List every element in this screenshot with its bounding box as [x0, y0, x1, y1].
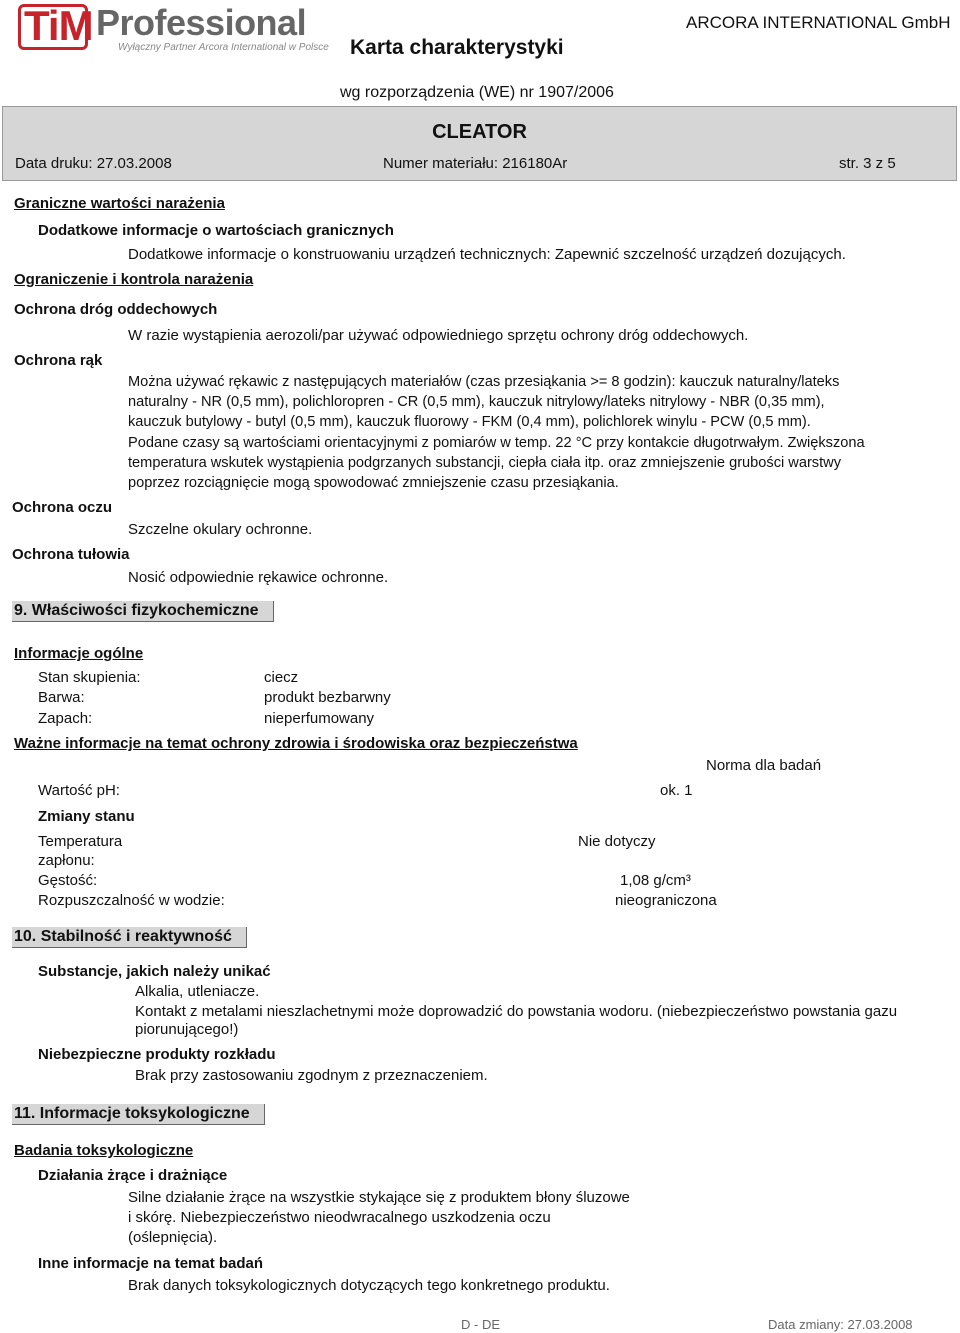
corrosive-line: (oślepnięcia).: [128, 1229, 218, 1246]
density-label: Gęstość:: [38, 872, 98, 889]
respiratory-text: W razie wystąpienia aerozoli/par używać odpowiedniego sprzętu ochrony dróg oddechowych.: [128, 327, 749, 344]
exposure-control-heading: Ograniczenie i kontrola narażenia: [14, 271, 254, 288]
decomposition-heading: Niebezpieczne produkty rozkładu: [38, 1046, 276, 1063]
eye-protection-text: Szczelne okulary ochronne.: [128, 521, 313, 538]
odor-value: nieperfumowany: [264, 710, 375, 727]
avoid-metals-text-2: piorunującego!): [135, 1021, 239, 1038]
corrosive-text: [128, 1188, 630, 1248]
eye-protection-heading: Ochrona oczu: [12, 499, 113, 516]
hand-line: naturalny - NR (0,5 mm), polichloropren - CR (0,5 mm), kauczuk nitrylowy/lateks nitrylowy - NBR (0,35 mm),: [128, 394, 825, 411]
corrosive-heading: Działania żrące i drażniące: [38, 1167, 228, 1184]
material-number: Numer materiału: 216180Ar: [383, 155, 568, 172]
product-name: CLEATOR: [432, 121, 527, 143]
other-info-heading: Inne informacje na temat badań: [38, 1255, 264, 1272]
corrosive-line: i skórę. Niebezpieczeństwo nieodwracalnego uszkodzenia oczu: [128, 1209, 551, 1226]
corrosive-line: Silne działanie żrące na wszystkie stykające się z produktem błony śluzowe: [128, 1189, 630, 1206]
flash-point-label-2: zapłonu:: [38, 852, 95, 869]
hand-line: poprzez rozciągnięcie mogą spowodować zmniejszenie czasu przesiąkania.: [128, 475, 619, 492]
hand-line: Można używać rękawic z następujących materiałów (czas przesiąkania >= 8 godzin): kauczuk naturalny/lateks: [128, 374, 840, 390]
solubility-label: Rozpuszczalność w wodzie:: [38, 892, 225, 909]
flash-point-value: Nie dotyczy: [578, 833, 656, 850]
avoid-substances-heading: Substancje, jakich należy unikać: [38, 963, 271, 980]
state-change-heading: Zmiany stanu: [38, 808, 135, 825]
company-name: ARCORA INTERNATIONAL GmbH: [686, 13, 951, 32]
footer-change-date: Data zmiany: 27.03.2008: [768, 1317, 913, 1332]
regulation-reference: wg rozporządzenia (WE) nr 1907/2006: [340, 84, 614, 101]
print-date: Data druku: 27.03.2008: [15, 155, 172, 172]
state-label: Stan skupienia:: [38, 669, 141, 686]
product-header-band: [2, 106, 957, 181]
tox-studies-heading: Badania toksykologiczne: [14, 1142, 194, 1159]
color-label: Barwa:: [38, 689, 85, 706]
additional-info-text: Dodatkowe informacje o konstruowaniu urządzeń technicznych: Zapewnić szczelność urządzeń dozujących.: [128, 246, 846, 263]
odor-label: Zapach:: [38, 710, 93, 727]
respiratory-heading: Ochrona dróg oddechowych: [14, 301, 218, 318]
solubility-value: nieograniczona: [615, 892, 717, 909]
hand-line: kauczuk butylowy - butyl (0,5 mm), kauczuk fluorowy - FKM (0,4 mm), polichlorek winylu - PCW (0,5 mm).: [128, 414, 811, 431]
avoid-metals-text: Kontakt z metalami nieszlachetnymi może doprowadzić do powstania wodoru. (niebezpieczeństwo powstania gazu: [135, 1003, 898, 1020]
hand-line: Podane czasy są wartościami orientacyjnymi z pomiarów w temp. 22 °C przy kontakcie długotrwałym. Zwiększona: [128, 434, 865, 451]
footer-language-code: D - DE: [461, 1317, 500, 1332]
body-protection-heading: Ochrona tułowia: [12, 546, 130, 563]
test-norm-label: Norma dla badań: [706, 757, 822, 774]
logo-tagline: Wyłączny Partner Arcora International w Polsce: [118, 42, 329, 53]
color-value: produkt bezbarwny: [264, 689, 391, 706]
section-10-heading: 10. Stabilność i reaktywność: [12, 927, 247, 948]
section-9-heading: 9. Właściwości fizykochemiczne: [12, 601, 274, 622]
section-11-heading: 11. Informacje toksykologiczne: [12, 1104, 265, 1125]
other-info-text: Brak danych toksykologicznych dotyczących tego konkretnego produktu.: [128, 1277, 610, 1294]
hand-protection-text: [128, 372, 865, 493]
hand-protection-heading: Ochrona rąk: [14, 352, 103, 369]
ph-label: Wartość pH:: [38, 782, 120, 799]
limit-values-heading: Graniczne wartości narażenia: [14, 195, 225, 212]
avoid-substances-text: Alkalia, utleniacze.: [135, 983, 260, 1000]
flash-point-label: Temperatura: [38, 833, 123, 850]
ph-value: ok. 1: [660, 782, 693, 799]
decomposition-text: Brak przy zastosowaniu zgodnym z przeznaczeniem.: [135, 1067, 488, 1084]
body-protection-text: Nosić odpowiednie rękawice ochronne.: [128, 569, 389, 586]
page-number: str. 3 z 5: [839, 155, 896, 172]
hand-line: temperatura wskutek wystąpienia podgrzanych substancji, ciepła ciała itp. oraz zmniejszenie grubości warstwy: [128, 454, 841, 471]
additional-info-heading: Dodatkowe informacje o wartościach granicznych: [38, 222, 394, 239]
state-value: ciecz: [264, 669, 299, 686]
logo-brand-secondary: Professional: [96, 2, 307, 43]
logo-brand: TiM: [24, 2, 93, 49]
density-value: 1,08 g/cm³: [620, 872, 691, 889]
general-info-heading: Informacje ogólne: [14, 645, 144, 662]
document-title: Karta charakterystyki: [350, 36, 564, 59]
important-info-heading: Ważne informacje na temat ochrony zdrowia i środowiska oraz bezpieczeństwa: [14, 735, 578, 752]
